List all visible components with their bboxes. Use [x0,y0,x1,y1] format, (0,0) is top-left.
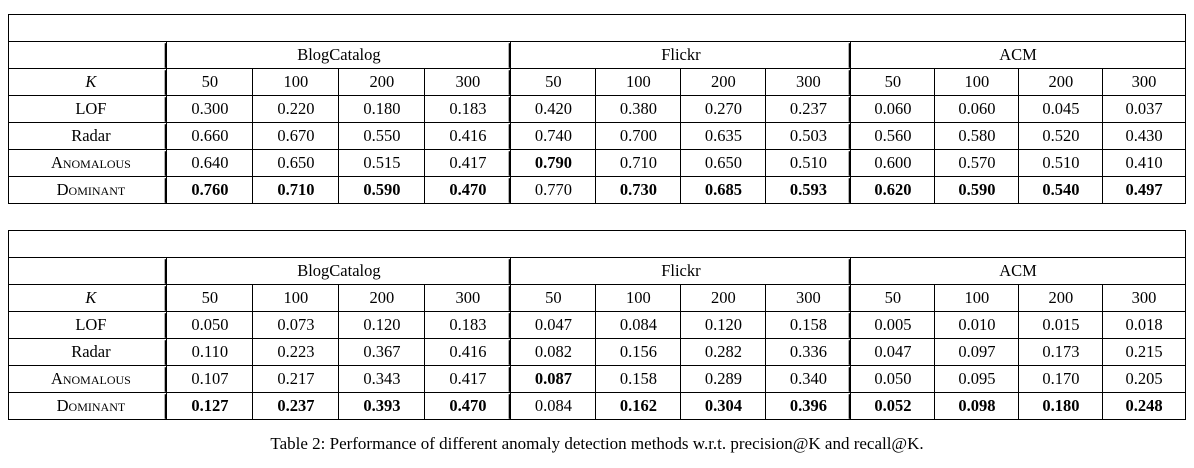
metric-value: 0.050 [167,312,253,339]
spacer-cell [9,204,1185,231]
metric-value: 0.270 [681,96,766,123]
method-name: LOF [9,96,167,123]
metric-value: 0.367 [339,339,425,366]
k-value-header: 100 [253,69,339,96]
k-value-header: 100 [596,69,681,96]
metric-value: 0.015 [1019,312,1103,339]
table-caption: Table 2: Performance of different anomaly detection methods w.r.t. precision@K and recall@K. [270,434,924,453]
k-value-header: 200 [339,285,425,312]
k-value-header: 300 [425,69,511,96]
metric-value: 0.300 [167,96,253,123]
k-value-header: 300 [1103,69,1185,96]
metric-value: 0.650 [681,150,766,177]
metric-value: 0.510 [766,150,851,177]
k-value-header: 300 [425,285,511,312]
k-value-header: 200 [681,285,766,312]
metric-value: 0.110 [167,339,253,366]
metric-value: 0.170 [1019,366,1103,393]
metric-value: 0.580 [935,123,1019,150]
metric-value: 0.050 [851,366,935,393]
method-name: Dominant [9,393,167,420]
metric-value: 0.510 [1019,150,1103,177]
metric-value: 0.336 [766,339,851,366]
metric-value: 0.396 [766,393,851,420]
metric-value: 0.087 [511,366,596,393]
metric-value: 0.670 [253,123,339,150]
k-value-header: 50 [851,285,935,312]
metric-value: 0.770 [511,177,596,204]
metric-value: 0.520 [1019,123,1103,150]
metric-value: 0.730 [596,177,681,204]
k-value-header: 200 [1019,69,1103,96]
k-value-header: 50 [167,285,253,312]
dataset-header: BlogCatalog [167,42,511,69]
method-row [9,123,1185,150]
k-value-header: 300 [1103,285,1185,312]
metric-value: 0.217 [253,366,339,393]
metric-value: 0.635 [681,123,766,150]
metric-value: 0.220 [253,96,339,123]
metric-value: 0.180 [339,96,425,123]
metric-value: 0.380 [596,96,681,123]
metric-value: 0.600 [851,150,935,177]
metric-value: 0.237 [253,393,339,420]
metric-value: 0.393 [339,393,425,420]
metric-value: 0.183 [425,96,511,123]
metric-value: 0.162 [596,393,681,420]
metric-value: 0.417 [425,366,511,393]
metric-value: 0.037 [1103,96,1185,123]
dataset-header-row [9,42,1185,69]
metric-value: 0.005 [851,312,935,339]
k-header-row [9,285,1185,312]
metric-value: 0.289 [681,366,766,393]
metric-value: 0.640 [167,150,253,177]
method-row [9,312,1185,339]
k-value-header: 100 [596,285,681,312]
method-name: Anomalous [9,150,167,177]
metric-value: 0.343 [339,366,425,393]
k-value-header: 200 [681,69,766,96]
metric-value: 0.173 [1019,339,1103,366]
metric-value: 0.060 [851,96,935,123]
metric-value: 0.158 [766,312,851,339]
k-value-header: 50 [511,69,596,96]
metric-value: 0.060 [935,96,1019,123]
dataset-header: Flickr [511,258,851,285]
method-row [9,366,1185,393]
k-value-header: 100 [935,285,1019,312]
metric-value: 0.470 [425,177,511,204]
section-title-row [9,15,1185,42]
k-value-header: 100 [935,69,1019,96]
metric-value: 0.107 [167,366,253,393]
metric-value: 0.416 [425,339,511,366]
metric-value: 0.304 [681,393,766,420]
k-value-header: 50 [167,69,253,96]
corner-cell [9,42,167,69]
metric-value: 0.158 [596,366,681,393]
metric-value: 0.010 [935,312,1019,339]
metric-value: 0.497 [1103,177,1185,204]
metric-value: 0.590 [339,177,425,204]
section-title-row [9,231,1185,258]
metric-value: 0.710 [596,150,681,177]
dataset-header: Flickr [511,42,851,69]
metric-value: 0.560 [851,123,935,150]
k-value-header: 300 [766,69,851,96]
metric-value: 0.650 [253,150,339,177]
method-name: Radar [9,339,167,366]
metric-value: 0.120 [339,312,425,339]
metric-value: 0.052 [851,393,935,420]
dataset-header: BlogCatalog [167,258,511,285]
metric-value: 0.416 [425,123,511,150]
metric-value: 0.710 [253,177,339,204]
metric-value: 0.590 [935,177,1019,204]
metric-value: 0.470 [425,393,511,420]
dataset-header: ACM [851,258,1185,285]
metric-value: 0.097 [935,339,1019,366]
k-header-row [9,69,1185,96]
metric-value: 0.156 [596,339,681,366]
metric-value: 0.047 [511,312,596,339]
k-value-header: 300 [766,285,851,312]
metric-value: 0.570 [935,150,1019,177]
k-label: K [9,285,167,312]
metric-value: 0.205 [1103,366,1185,393]
metric-value: 0.237 [766,96,851,123]
method-name: Dominant [9,177,167,204]
metric-value: 0.540 [1019,177,1103,204]
metric-value: 0.430 [1103,123,1185,150]
metric-value: 0.660 [167,123,253,150]
method-row [9,150,1185,177]
metric-value: 0.620 [851,177,935,204]
metric-value: 0.740 [511,123,596,150]
method-name: Radar [9,123,167,150]
metric-value: 0.098 [935,393,1019,420]
corner-cell [9,258,167,285]
k-value-header: 100 [253,285,339,312]
dataset-header: ACM [851,42,1185,69]
k-value-header: 200 [339,69,425,96]
metric-value: 0.760 [167,177,253,204]
metric-value: 0.084 [596,312,681,339]
metric-value: 0.084 [511,393,596,420]
metric-value: 0.223 [253,339,339,366]
metric-value: 0.340 [766,366,851,393]
metric-value: 0.685 [681,177,766,204]
metric-value: 0.047 [851,339,935,366]
metric-value: 0.790 [511,150,596,177]
metric-value: 0.215 [1103,339,1185,366]
k-value-header: 50 [851,69,935,96]
metric-value: 0.515 [339,150,425,177]
method-row [9,339,1185,366]
k-label: K [9,69,167,96]
method-row [9,96,1185,123]
method-name: Anomalous [9,366,167,393]
metric-value: 0.183 [425,312,511,339]
metric-value: 0.700 [596,123,681,150]
section-title [9,231,1185,258]
metric-value: 0.503 [766,123,851,150]
section-spacer [9,204,1185,231]
metric-value: 0.073 [253,312,339,339]
table-body [9,15,1185,420]
k-value-header: 200 [1019,285,1103,312]
metric-value: 0.045 [1019,96,1103,123]
metric-value: 0.417 [425,150,511,177]
method-name: LOF [9,312,167,339]
metric-value: 0.180 [1019,393,1103,420]
metric-value: 0.420 [511,96,596,123]
metric-value: 0.550 [339,123,425,150]
method-row [9,177,1185,204]
method-row [9,393,1185,420]
k-value-header: 50 [511,285,596,312]
metric-value: 0.410 [1103,150,1185,177]
metric-value: 0.120 [681,312,766,339]
metric-value: 0.593 [766,177,851,204]
metric-value: 0.282 [681,339,766,366]
metric-value: 0.095 [935,366,1019,393]
results-table [8,14,1185,420]
metric-value: 0.018 [1103,312,1185,339]
metric-value: 0.248 [1103,393,1185,420]
metric-value: 0.127 [167,393,253,420]
dataset-header-row [9,258,1185,285]
metric-value: 0.082 [511,339,596,366]
section-title [9,15,1185,42]
